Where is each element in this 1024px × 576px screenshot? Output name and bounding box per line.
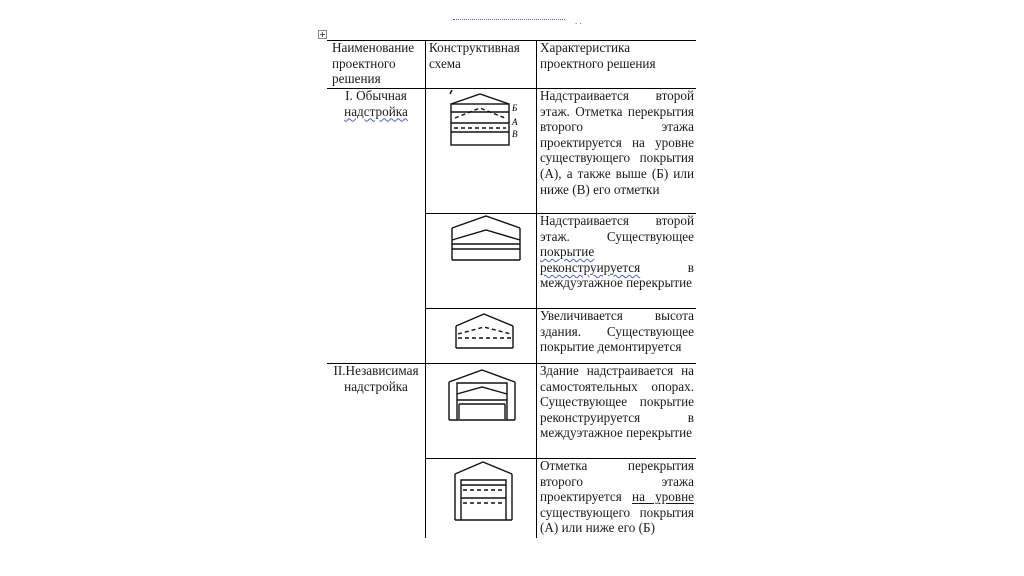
scheme-2-svg (448, 214, 524, 266)
scheme-label-a: А (512, 117, 518, 127)
scheme-drawing-2 (448, 214, 524, 266)
group-name-tail: надстройка (344, 103, 408, 119)
header-scheme: Конструктивная схема (429, 40, 520, 71)
characteristic-text: Отметка перекрытия второго этажа проектируется (540, 458, 694, 505)
group-name-main: Обычная (356, 88, 407, 103)
group-name-1 (327, 88, 425, 119)
header-mark (453, 12, 583, 26)
group-name-main: Независимая (345, 363, 419, 378)
group-name-prefix: II. (333, 363, 346, 378)
group-name-2 (327, 363, 425, 394)
characteristic-text: в междуэтажное перекрытие (540, 259, 694, 291)
characteristic-row-1: Надстраивается второй этаж. Отметка перекрытия второго этажа проектируется на уровне существующего покрытия (А), а также выше (Б) или ниже (В) его отметки (540, 88, 694, 197)
scheme-5-svg (446, 460, 522, 526)
characteristic-underlined-text: на уровне (632, 489, 694, 505)
scheme-label-b: Б (512, 103, 518, 113)
scheme-drawing-3 (450, 310, 520, 358)
characteristic-text: Надстраивается второй этаж. Существующее (540, 213, 694, 244)
group-name-prefix: I. (345, 88, 357, 103)
column-divider (536, 40, 537, 538)
characteristic-wavy-text: покрытие реконструируется (540, 244, 641, 275)
header-characteristic: Характеристика проектного решения (540, 40, 656, 71)
characteristic-text: существующего покрытия (А) или ниже его (Б) (540, 504, 694, 536)
scheme-label-v: В (512, 129, 518, 139)
scheme-drawing-5 (446, 460, 522, 526)
scheme-drawing-4 (444, 366, 520, 428)
characteristic-row-4: Здание надстраивается на самостоятельных опорах. Существующее покрытие реконструируется в междуэтажное перекрытие (540, 363, 694, 441)
scheme-3-svg (450, 310, 520, 358)
header-dots: . . (575, 16, 582, 26)
scheme-1-svg (440, 90, 530, 152)
column-divider (425, 40, 426, 538)
scheme-4-svg (444, 366, 520, 428)
characteristic-row-5 (540, 458, 694, 536)
table-move-handle-icon[interactable] (318, 30, 327, 39)
header-name: Наименование проектного решения (332, 40, 415, 87)
characteristic-row-3: Увеличивается высота здания. Существующее покрытие демонтируется (540, 308, 694, 355)
group-name-tail: надстройка (344, 378, 408, 394)
scheme-drawing-1 (440, 90, 530, 152)
characteristic-row-2 (540, 213, 694, 291)
